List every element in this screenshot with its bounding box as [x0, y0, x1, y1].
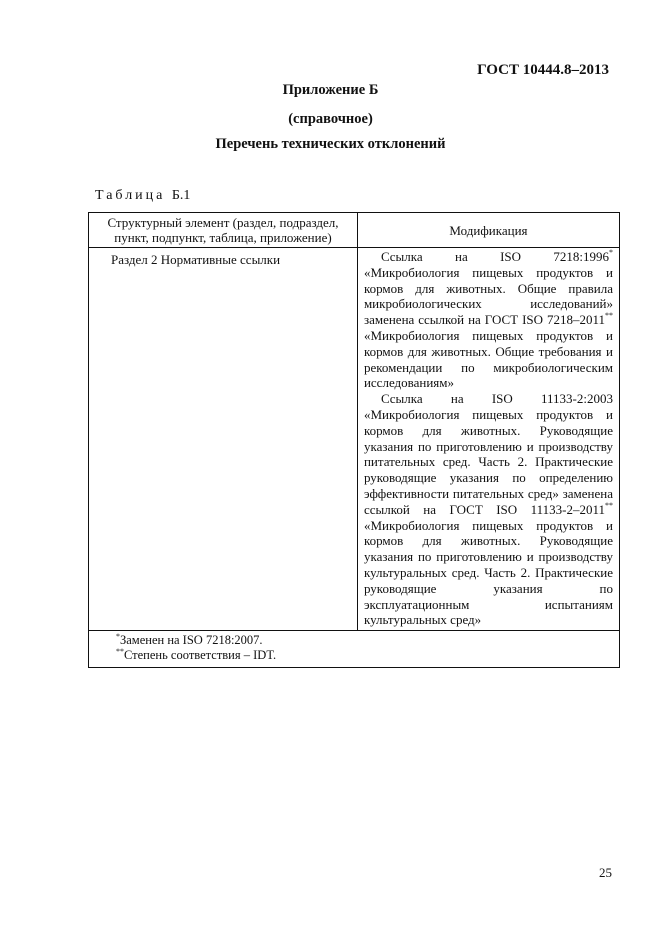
appendix-subtitle: (справочное): [288, 111, 373, 127]
appendix-title: Приложение Б: [282, 82, 379, 98]
footnote-mark: **: [605, 500, 613, 510]
footnote-mark: *: [116, 632, 120, 642]
document-code: ГОСТ 10444.8–2013: [477, 62, 609, 78]
footnote-item: [116, 648, 619, 663]
footnotes-row: [89, 631, 620, 668]
para1-text-after: «Микробиология пищевых продуктов и кормов для животных. Общие требования и рекомендации по микробиологическим исследованиям»: [363, 327, 613, 391]
modification-paragraph-1: [364, 249, 613, 391]
footnote-mark: **: [605, 311, 613, 321]
footnote-text: Заменен на ISO 7218:2007.: [120, 633, 263, 648]
deviations-table: [88, 212, 620, 668]
page-number: 25: [599, 865, 612, 880]
row-modification: [357, 248, 619, 631]
para2-text-before: Ссылка на ISO 11133-2:2003 «Микробиология пищевых продуктов и кормов для животных. Руководящие указания по приготовлению и производству питательных сред. Часть 2. Практические руководящие указания по определению эффективности питательных сред» заменена ссылкой на ГОСТ ISO 11133-2–2011: [363, 391, 613, 517]
footnote-item: [116, 633, 619, 648]
footnotes: [89, 631, 620, 668]
table-header-row: [89, 213, 620, 248]
appendix-heading: Перечень технических отклонений: [215, 136, 446, 152]
table-caption-label: Таблица: [95, 188, 166, 203]
para1-text-middle: «Микробиология пищевых продуктов и кормов для животных. Общие правила микробиологических исследований» заменена ссылкой на ГОСТ ISO 7218–2011: [363, 264, 613, 328]
table-caption-number: Б.1: [171, 188, 191, 203]
para2-text-after: «Микробиология пищевых продуктов и кормов для животных. Руководящие указания по приготовлению и производству культуральных сред. Часть 2. Практические руководящие указания по эксплуатационным испытаниям культуральных сред»: [363, 517, 613, 628]
modification-paragraph-2: [364, 391, 613, 628]
footnote-mark: *: [609, 248, 613, 257]
table-row: [89, 248, 620, 631]
table-caption: [95, 188, 190, 204]
footnote-mark: **: [116, 647, 124, 657]
header-modification: Модификация: [357, 213, 619, 248]
footnote-text: Степень соответствия – IDT.: [124, 648, 277, 663]
para1-text-before: Ссылка на ISO 7218:1996: [380, 249, 609, 264]
header-structural-element: Структурный элемент (раздел, подраздел, пункт, подпункт, таблица, приложение): [89, 213, 358, 248]
row-structural-element: Раздел 2 Нормативные ссылки: [89, 248, 358, 631]
